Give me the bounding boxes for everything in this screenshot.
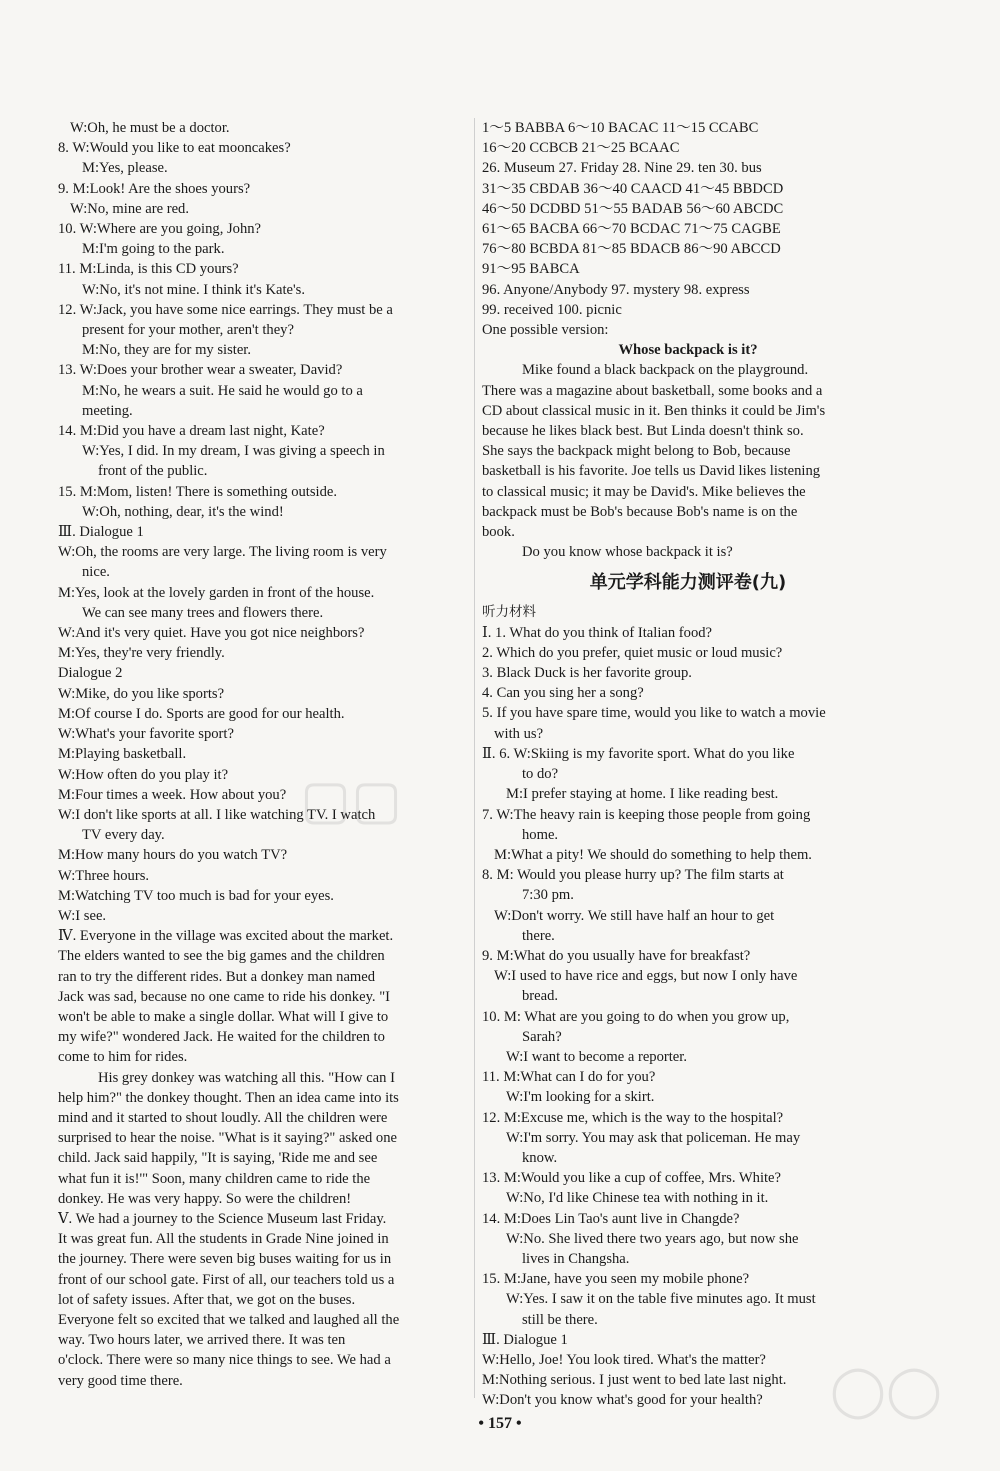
text-line: M:I'm going to the park. xyxy=(82,241,225,258)
text-line: 5. If you have spare time, would you like to watch a movie xyxy=(482,705,826,722)
text-line: Dialogue 2 xyxy=(58,665,123,682)
text-line: M:Four times a week. How about you? xyxy=(58,786,287,803)
text-line: The elders wanted to see the big games and the children xyxy=(58,948,385,965)
text-line: W:I'm sorry. You may ask that policeman. He may xyxy=(506,1129,801,1146)
right-column xyxy=(482,118,894,1411)
essay-line: She says the backpack might belong to Bob, because xyxy=(482,443,791,460)
text-line: 11. M:Linda, is this CD yours? xyxy=(58,261,239,278)
answer-line: 96. Anyone/Anybody 97. mystery 98. express xyxy=(482,281,750,298)
text-line: Ⅴ. We had a journey to the Science Museum last Friday. xyxy=(58,1210,387,1227)
essay-title: Whose backpack is it? xyxy=(618,342,758,359)
column-divider xyxy=(474,118,475,1398)
text-line: lot of safety issues. After that, we got on the buses. xyxy=(58,1291,356,1308)
answer-line: 1～5 BABBA 6～10 BACAC 11～15 CCABC xyxy=(482,120,759,136)
text-line: present for your mother, aren't they? xyxy=(82,322,294,339)
text-line: home. xyxy=(522,826,559,843)
text-line: M:I prefer staying at home. I like reading best. xyxy=(506,786,779,803)
text-line: M:No, he wears a suit. He said he would go to a xyxy=(82,382,363,399)
essay-line: Do you know whose backpack it is? xyxy=(522,544,733,561)
text-line: 4. Can you sing her a song? xyxy=(482,685,644,702)
text-line: W:Don't you know what's good for your health? xyxy=(482,1392,763,1409)
essay-line: backpack must be Bob's because Bob's name is on the xyxy=(482,503,798,520)
text-line: 12. W:Jack, you have some nice earrings. They must be a xyxy=(58,301,393,318)
text-line: M:Nothing serious. I just went to bed late last night. xyxy=(482,1372,787,1389)
text-line: Jack was sad, because no one came to ride his donkey. "I xyxy=(58,988,391,1005)
text-line: W:Hello, Joe! You look tired. What's the matter? xyxy=(482,1351,766,1368)
text-line: Everyone felt so excited that we talked and laughed all the xyxy=(58,1311,400,1328)
text-line: His grey donkey was watching all this. "How can I xyxy=(98,1069,395,1086)
text-line: nice. xyxy=(82,564,110,581)
text-line: ran to try the different rides. But a donkey man named xyxy=(58,968,376,985)
text-line: 12. M:Excuse me, which is the way to the hospital? xyxy=(482,1109,784,1126)
section-title: 单元学科能力测评卷(九) xyxy=(589,572,787,594)
text-line: 7. W:The heavy rain is keeping those people from going xyxy=(482,806,811,823)
text-line: 7:30 pm. xyxy=(522,887,574,904)
text-line: with us? xyxy=(494,725,544,742)
text-line: W:I see. xyxy=(58,907,107,924)
text-line: Sarah? xyxy=(522,1028,562,1045)
text-line: W:How often do you play it? xyxy=(58,766,229,783)
text-line: the journey. There were seven big buses waiting for us in xyxy=(58,1251,392,1268)
text-line: know. xyxy=(522,1149,558,1166)
answer-line: One possible version: xyxy=(482,322,609,339)
text-line: 9. M:What do you usually have for breakfast? xyxy=(482,947,751,964)
text-line: Ⅲ. Dialogue 1 xyxy=(58,524,144,541)
text-line: W:Oh, nothing, dear, it's the wind! xyxy=(82,503,284,520)
text-line: M:Of course I do. Sports are good for our health. xyxy=(58,705,345,722)
text-line: Ⅱ. 6. W:Skiing is my favorite sport. What do you like xyxy=(482,745,795,762)
text-line: o'clock. There were so many nice things to see. We had a xyxy=(58,1352,391,1369)
text-line: what fun it is!'" Soon, many children came to ride the xyxy=(58,1170,371,1187)
text-line: M:What a pity! We should do something to help them. xyxy=(494,846,812,863)
text-line: Ⅲ. Dialogue 1 xyxy=(482,1331,568,1348)
text-line: way. Two hours later, we arrived there. It was ten xyxy=(58,1332,346,1349)
text-line: child. Jack said happily, "It is saying, 'Ride me and see xyxy=(58,1150,378,1167)
text-line: Ⅰ. 1. What do you think of Italian food? xyxy=(482,624,713,641)
watermark-stamp: ▢▢ xyxy=(300,768,403,831)
text-line: won't be able to make a single dollar. What will I give to xyxy=(58,1008,389,1025)
essay-line: CD about classical music in it. Ben thinks it could be Jim's xyxy=(482,402,826,419)
text-line: M:Yes, look at the lovely garden in front of the house. xyxy=(58,584,375,601)
watermark-logo: ◯◯ xyxy=(830,1361,942,1419)
text-line: 15. M:Jane, have you seen my mobile phone? xyxy=(482,1271,750,1288)
essay-line: basketball is his favorite. Joe tells us David likes listening xyxy=(482,463,821,480)
text-line: 8. W:Would you like to eat mooncakes? xyxy=(58,140,291,157)
text-line: come to him for rides. xyxy=(58,1049,188,1066)
answer-line: 76～80 BCBDA 81～85 BDACB 86～90 ABCCD xyxy=(482,241,781,258)
text-line: W:Oh, he must be a doctor. xyxy=(70,120,230,136)
text-line: meeting. xyxy=(82,402,133,419)
text-line: 14. M:Does Lin Tao's aunt live in Changde? xyxy=(482,1210,740,1227)
listening-script xyxy=(482,623,894,1411)
text-line: W:I don't like sports at all. I like watching TV. I watch xyxy=(58,806,376,823)
text-line: 9. M:Look! Are the shoes yours? xyxy=(58,180,251,197)
text-line: 11. M:What can I do for you? xyxy=(482,1069,656,1086)
text-line: Ⅳ. Everyone in the village was excited about the market. xyxy=(58,928,394,945)
text-line: M:No, they are for my sister. xyxy=(82,342,252,359)
essay-line: because he likes black best. But Linda doesn't think so. xyxy=(482,423,804,440)
answer-line: 46～50 DCDBD 51～55 BADAB 56～60 ABCDC xyxy=(482,200,784,217)
text-line: donkey. He was very happy. So were the children! xyxy=(58,1190,352,1207)
text-line: We can see many trees and flowers there. xyxy=(82,604,324,621)
text-line: W:No. She lived there two years ago, but now she xyxy=(506,1230,799,1247)
answer-line: 91～95 BABCA xyxy=(482,261,580,278)
text-line: W:Yes. I saw it on the table five minutes ago. It must xyxy=(506,1291,816,1308)
text-line: W:No, I'd like Chinese tea with nothing in it. xyxy=(506,1190,769,1207)
text-line: It was great fun. All the students in Grade Nine joined in xyxy=(58,1231,389,1248)
text-line: W:Three hours. xyxy=(58,867,150,884)
text-line: M:Playing basketball. xyxy=(58,746,187,763)
subsection-heading: 听力材料 xyxy=(482,604,536,621)
text-line: W:No, mine are red. xyxy=(70,200,189,217)
text-line: help him?" the donkey thought. Then an idea came into its xyxy=(58,1089,399,1106)
text-line: front of our school gate. First of all, our teachers told us a xyxy=(58,1271,395,1288)
text-line: still be there. xyxy=(522,1311,598,1328)
text-line: M:Watching TV too much is bad for your eyes. xyxy=(58,887,334,904)
text-line: 8. M: Would you please hurry up? The film starts at xyxy=(482,867,784,884)
answer-line: 31～35 CBDAB 36～40 CAACD 41～45 BBDCD xyxy=(482,180,784,197)
text-line: bread. xyxy=(522,988,559,1005)
text-line: very good time there. xyxy=(58,1372,183,1389)
essay-line: to classical music; it may be David's. Mike believes the xyxy=(482,483,806,500)
essay-line: book. xyxy=(482,524,515,541)
text-line: M:Yes, they're very friendly. xyxy=(58,645,225,662)
page-number: • 157 • xyxy=(478,1415,522,1432)
answer-line: 61～65 BACBA 66～70 BCDAC 71～75 CAGBE xyxy=(482,221,781,238)
text-line: 14. M:Did you have a dream last night, Kate? xyxy=(58,423,325,440)
text-line: W:No, it's not mine. I think it's Kate's. xyxy=(82,281,305,298)
text-line: W:I used to have rice and eggs, but now I only have xyxy=(494,968,798,985)
text-line: W:Oh, the rooms are very large. The living room is very xyxy=(58,544,387,561)
essay-body xyxy=(482,360,894,562)
text-line: W:Mike, do you like sports? xyxy=(58,685,225,702)
text-line: M:Yes, please. xyxy=(82,160,168,177)
text-line: 13. M:Would you like a cup of coffee, Mrs. White? xyxy=(482,1170,782,1187)
text-line: 13. W:Does your brother wear a sweater, David? xyxy=(58,362,343,379)
answer-key xyxy=(482,118,894,340)
text-line: W:Don't worry. We still have half an hour to get xyxy=(494,907,775,924)
text-line: W:I'm looking for a skirt. xyxy=(506,1089,655,1106)
answer-line: 16～20 CCBCB 21～25 BCAAC xyxy=(482,140,680,157)
text-line: 2. Which do you prefer, quiet music or loud music? xyxy=(482,644,783,661)
text-line: to do? xyxy=(522,766,559,783)
text-line: W:What's your favorite sport? xyxy=(58,726,234,743)
text-line: W:I want to become a reporter. xyxy=(506,1048,687,1065)
answer-line: 99. received 100. picnic xyxy=(482,301,622,318)
text-line: W:And it's very quiet. Have you got nice neighbors? xyxy=(58,625,365,642)
text-line: M:How many hours do you watch TV? xyxy=(58,847,288,864)
answer-line: 26. Museum 27. Friday 28. Nine 29. ten 30. bus xyxy=(482,160,762,177)
text-line: 3. Black Duck is her favorite group. xyxy=(482,665,692,682)
text-line: W:Yes, I did. In my dream, I was giving a speech in xyxy=(82,443,385,460)
text-line: surprised to hear the noise. "What is it saying?" asked one xyxy=(58,1130,397,1147)
text-line: there. xyxy=(522,927,555,944)
text-line: my wife?" wondered Jack. He waited for the children to xyxy=(58,1029,385,1046)
left-column xyxy=(58,118,468,1391)
text-line: lives in Changsha. xyxy=(522,1250,630,1267)
essay-line: There was a magazine about basketball, some books and a xyxy=(482,382,823,399)
essay-line: Mike found a black backpack on the playground. xyxy=(522,362,809,379)
text-line: 10. M: What are you going to do when you grow up, xyxy=(482,1008,790,1025)
text-line: 15. M:Mom, listen! There is something outside. xyxy=(58,483,338,500)
text-line: TV every day. xyxy=(82,827,165,844)
text-line: front of the public. xyxy=(98,463,208,480)
text-line: 10. W:Where are you going, John? xyxy=(58,221,262,238)
text-line: mind and it started to shout loudly. All the children were xyxy=(58,1109,388,1126)
